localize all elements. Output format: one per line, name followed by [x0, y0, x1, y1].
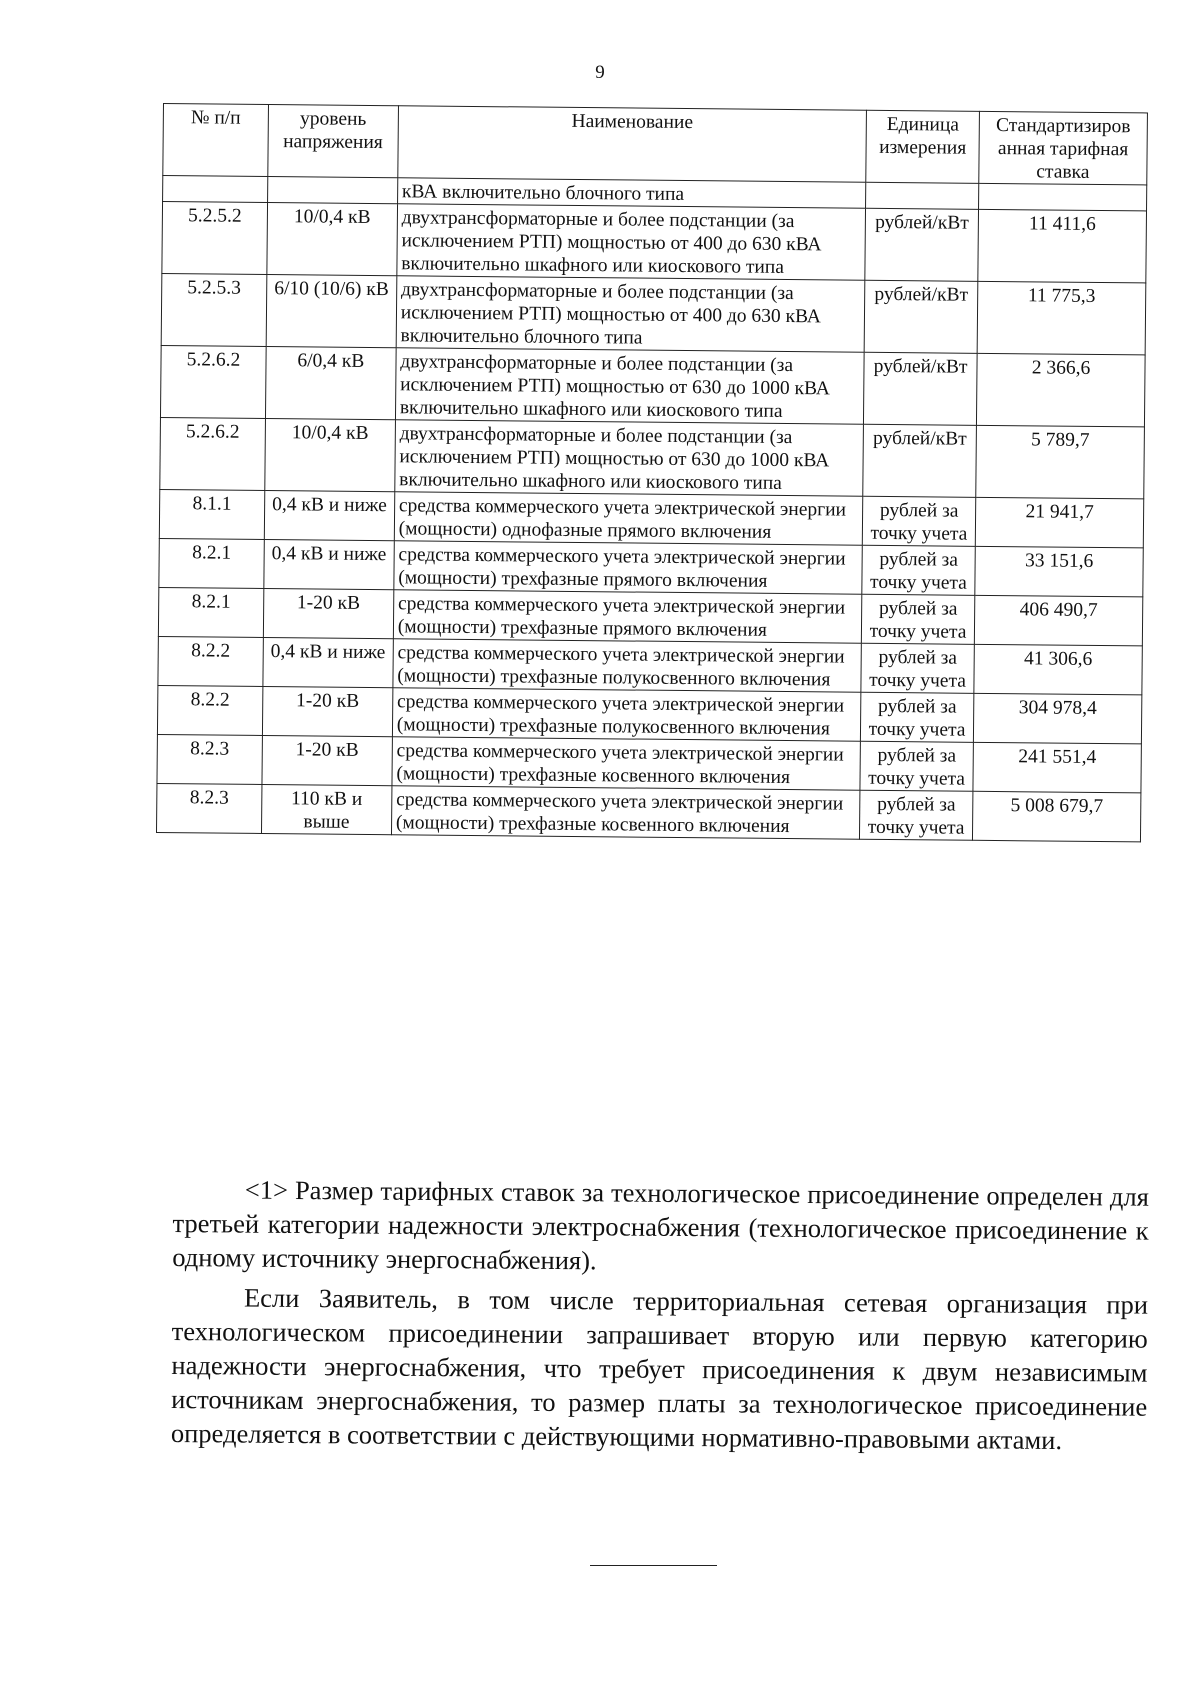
unit-cell: рублей/кВт — [863, 424, 977, 497]
row-number-cell: 8.2.2 — [157, 685, 262, 735]
table-row — [156, 783, 1140, 841]
rate-cell: 241 551,4 — [973, 742, 1141, 793]
unit-cell: рублей/кВт — [864, 280, 978, 353]
rate-cell — [979, 183, 1147, 211]
end-divider — [590, 1565, 717, 1566]
row-number-cell: 8.2.3 — [157, 734, 262, 784]
voltage-cell: 0,4 кВ и ниже — [263, 637, 393, 687]
row-number-cell: 5.2.6.2 — [160, 345, 266, 418]
row-number-cell: 8.2.1 — [159, 538, 264, 588]
table-header-row — [163, 104, 1148, 185]
unit-cell: рублей за точку учета — [862, 496, 975, 546]
table-row — [160, 417, 1145, 498]
row-number-cell: 8.2.1 — [158, 587, 263, 637]
rate-cell: 406 490,7 — [974, 595, 1142, 646]
voltage-cell: 6/10 (10/6) кВ — [266, 275, 397, 348]
row-number-cell: 8.2.3 — [156, 783, 261, 833]
rate-cell: 5 008 679,7 — [973, 791, 1141, 842]
voltage-cell: 1-20 кВ — [263, 588, 393, 638]
voltage-cell: 10/0,4 кВ — [267, 203, 398, 276]
rate-cell: 11 411,6 — [978, 209, 1147, 283]
unit-cell: рублей за точку учета — [860, 790, 973, 840]
name-cell: средства коммерческого учета электрической энергии (мощности) трехфазные полукосвенного включения — [392, 688, 861, 741]
unit-cell: рублей за точку учета — [862, 545, 975, 595]
header-number: № п/п — [163, 104, 269, 177]
row-number-cell: 8.2.2 — [158, 636, 263, 686]
name-cell: средства коммерческого учета электрической энергии (мощности) трехфазные полукосвенного включения — [393, 639, 862, 692]
voltage-cell: 1-20 кВ — [262, 735, 392, 785]
rate-cell: 5 789,7 — [976, 425, 1145, 499]
name-cell: кВА включительно блочного типа — [397, 178, 866, 208]
rate-cell: 21 941,7 — [975, 497, 1143, 548]
name-cell: средства коммерческого учета электрической энергии (мощности) трехфазные прямого включения — [393, 590, 862, 643]
header-unit: Единица измерения — [866, 110, 980, 183]
name-cell: средства коммерческого учета электрической энергии (мощности) трехфазные прямого включения — [394, 541, 863, 594]
row-number-cell — [163, 176, 268, 203]
unit-cell: рублей за точку учета — [860, 692, 973, 742]
table-body — [156, 176, 1146, 842]
table-row — [160, 345, 1145, 426]
name-cell: двухтрансформаторные и более подстанции (за исключением РТП) мощностью от 630 до 1000 кВА включительно шкафного или киоскового типа — [395, 348, 864, 424]
footnote-paragraph: <1> Размер тарифных ставок за технологическое присоединение определен для третьей категории надежности электроснабжения (технологическое присоединение к одному источнику энергоснабжения). — [172, 1174, 1149, 1276]
voltage-cell — [267, 177, 397, 204]
header-rate: Стандартизиров анная тарифная ставка — [979, 111, 1148, 185]
rate-cell: 2 366,6 — [976, 353, 1145, 427]
unit-cell: рублей за точку учета — [860, 741, 973, 791]
page-number: 9 — [595, 62, 605, 83]
table-row — [162, 202, 1147, 283]
row-number-cell: 5.2.5.2 — [162, 202, 268, 275]
unit-cell: рублей/кВт — [864, 352, 978, 425]
voltage-cell: 10/0,4 кВ — [265, 418, 396, 491]
rate-cell: 304 978,4 — [973, 693, 1141, 744]
voltage-cell: 1-20 кВ — [262, 686, 392, 736]
rate-cell: 41 306,6 — [974, 644, 1142, 695]
notes — [171, 1172, 1149, 1458]
name-cell: средства коммерческого учета электрической энергии (мощности) трехфазные косвенного включения — [391, 786, 860, 839]
row-number-cell: 8.1.1 — [159, 489, 264, 539]
name-cell: средства коммерческого учета электрической энергии (мощности) трехфазные косвенного включения — [392, 737, 861, 790]
row-number-cell: 5.2.5.3 — [161, 273, 267, 346]
unit-cell — [866, 182, 979, 209]
name-cell: двухтрансформаторные и более подстанции (за исключением РТП) мощностью от 400 до 630 кВА включительно шкафного или киоскового типа — [397, 204, 866, 280]
row-number-cell: 5.2.6.2 — [160, 417, 266, 490]
unit-cell: рублей/кВт — [865, 208, 979, 281]
reliability-paragraph: Если Заявитель, в том числе территориальная сетевая организация при технологическом присоединении запрашивает вторую или первую категорию надежности энергоснабжения, что требует присоединения к двум независимым источникам энергоснабжения, то размер платы за технологическое присоединение определяется в соответствии с действующими нормативно-правовыми актами. — [170, 1282, 1149, 1455]
name-cell: двухтрансформаторные и более подстанции (за исключением РТП) мощностью от 630 до 1000 кВА включительно шкафного или киоскового типа — [395, 420, 864, 496]
table-row — [161, 273, 1146, 354]
voltage-cell: 110 кВ и выше — [261, 784, 391, 834]
voltage-cell: 6/0,4 кВ — [265, 347, 396, 420]
rate-cell: 11 775,3 — [977, 281, 1146, 355]
header-voltage: уровень напряжения — [268, 105, 399, 178]
unit-cell: рублей за точку учета — [861, 594, 974, 644]
tariff-table — [156, 103, 1148, 842]
rate-cell: 33 151,6 — [975, 546, 1143, 597]
name-cell: двухтрансформаторные и более подстанции (за исключением РТП) мощностью от 400 до 630 кВА включительно блочного типа — [396, 276, 865, 352]
name-cell: средства коммерческого учета электрической энергии (мощности) однофазные прямого включения — [394, 492, 863, 545]
voltage-cell: 0,4 кВ и ниже — [264, 490, 394, 540]
header-name: Наименование — [398, 106, 867, 182]
voltage-cell: 0,4 кВ и ниже — [264, 539, 394, 589]
unit-cell: рублей за точку учета — [861, 643, 974, 693]
